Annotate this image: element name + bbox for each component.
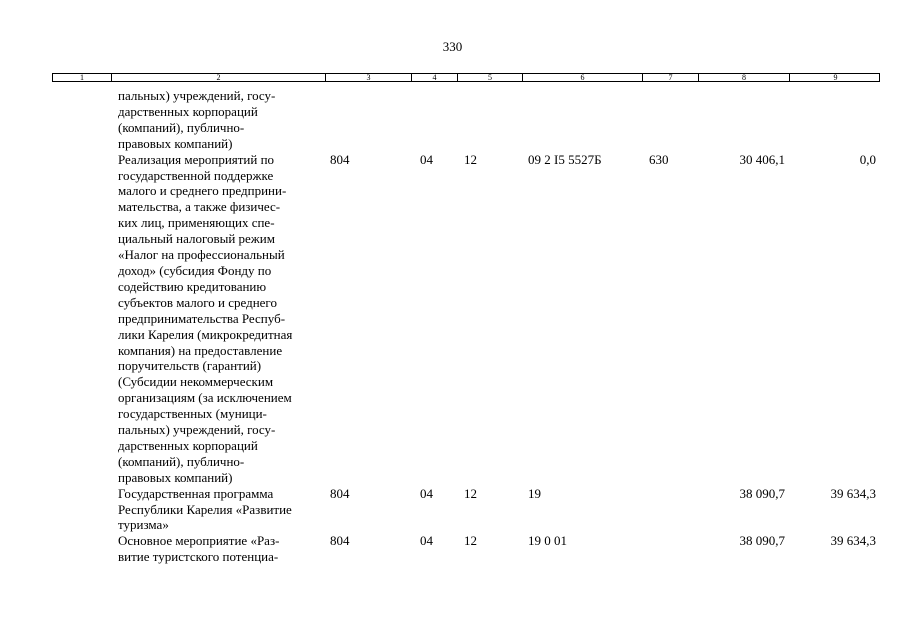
amount-year-1: 38 090,7 bbox=[739, 533, 785, 549]
row-description bbox=[118, 533, 330, 565]
description-line: правовых компаний) bbox=[118, 469, 233, 485]
amount-year-2: 39 634,3 bbox=[830, 485, 876, 501]
chapter-code: 804 bbox=[330, 485, 350, 501]
column-header-7: 7 bbox=[643, 74, 699, 81]
description-line: «Налог на профессиональный bbox=[118, 247, 285, 263]
description-line: лики Карелия (микрокредитная bbox=[118, 326, 293, 342]
description-line: дарственных корпораций bbox=[118, 437, 258, 453]
page-number: 330 bbox=[442, 39, 463, 54]
row-description bbox=[118, 152, 330, 486]
description-line: Республики Карелия «Развитие bbox=[118, 501, 292, 517]
description-line: туризма» bbox=[118, 517, 169, 533]
column-header-9: 9 bbox=[833, 73, 838, 82]
description-line: (компаний), публично- bbox=[118, 453, 245, 469]
column-header-4: 4 bbox=[412, 74, 458, 81]
target-article-code: 19 bbox=[528, 485, 541, 501]
description-line: поручительств (гарантий) bbox=[118, 358, 262, 374]
description-line: пальных) учреждений, госу- bbox=[118, 88, 276, 103]
description-line: пальных) учреждений, госу- bbox=[118, 422, 276, 438]
chapter-code: 804 bbox=[330, 533, 350, 549]
table-row bbox=[0, 152, 905, 486]
column-header-1: 1 bbox=[53, 74, 112, 81]
description-line: предпринимательства Респуб- bbox=[118, 310, 286, 326]
description-line: ких лиц, применяющих спе- bbox=[118, 215, 275, 231]
description-line: (компаний), публично- bbox=[118, 119, 245, 135]
expense-type-code: 630 bbox=[649, 151, 669, 167]
amount-year-1: 38 090,7 bbox=[739, 485, 785, 501]
table-row bbox=[0, 88, 905, 152]
amount-year-2: 39 634,3 bbox=[830, 533, 876, 549]
description-line: витие туристского потенциа- bbox=[118, 549, 279, 565]
section-code: 04 bbox=[420, 533, 433, 549]
amount-year-2: 0,0 bbox=[859, 151, 876, 167]
description-line: содействию кредитованию bbox=[118, 278, 267, 294]
row-description bbox=[118, 486, 330, 534]
description-line: доход» (субсидия Фонду по bbox=[118, 262, 272, 278]
table-header-row bbox=[52, 73, 880, 82]
column-header-8: 8 bbox=[699, 74, 790, 81]
description-line: Основное мероприятие «Раз- bbox=[118, 533, 280, 549]
description-line: мательства, а также физичес- bbox=[118, 199, 281, 215]
table-body bbox=[0, 88, 905, 565]
description-line: дарственных корпораций bbox=[118, 103, 258, 119]
column-header-6: 6 bbox=[523, 74, 643, 81]
column-header-3: 3 bbox=[326, 74, 412, 81]
column-header-5: 5 bbox=[458, 74, 523, 81]
chapter-code: 804 bbox=[330, 151, 350, 167]
description-line: Государственная программа bbox=[118, 485, 274, 501]
column-header-2: 2 bbox=[112, 74, 326, 81]
amount-year-1: 30 406,1 bbox=[739, 151, 785, 167]
section-code: 04 bbox=[420, 151, 433, 167]
table-row bbox=[0, 533, 905, 565]
row-description bbox=[118, 88, 330, 152]
target-article-code: 19 0 01 bbox=[528, 533, 567, 549]
description-line: субъектов малого и среднего bbox=[118, 294, 277, 310]
description-line: компания) на предоставление bbox=[118, 342, 283, 358]
description-line: государственной поддержке bbox=[118, 167, 274, 183]
description-line: организациям (за исключением bbox=[118, 390, 292, 406]
description-line: (Субсидии некоммерческим bbox=[118, 374, 274, 390]
section-code: 04 bbox=[420, 485, 433, 501]
table-row bbox=[0, 486, 905, 534]
subsection-code: 12 bbox=[464, 151, 477, 167]
description-line: Реализация мероприятий по bbox=[118, 151, 275, 167]
description-line: государственных (муници- bbox=[118, 406, 267, 422]
subsection-code: 12 bbox=[464, 485, 477, 501]
description-line: правовых компаний) bbox=[118, 135, 233, 151]
subsection-code: 12 bbox=[464, 533, 477, 549]
description-line: малого и среднего предприни- bbox=[118, 183, 287, 199]
description-line: циальный налоговый режим bbox=[118, 231, 275, 247]
target-article-code: 09 2 I5 5527Б bbox=[528, 151, 602, 167]
